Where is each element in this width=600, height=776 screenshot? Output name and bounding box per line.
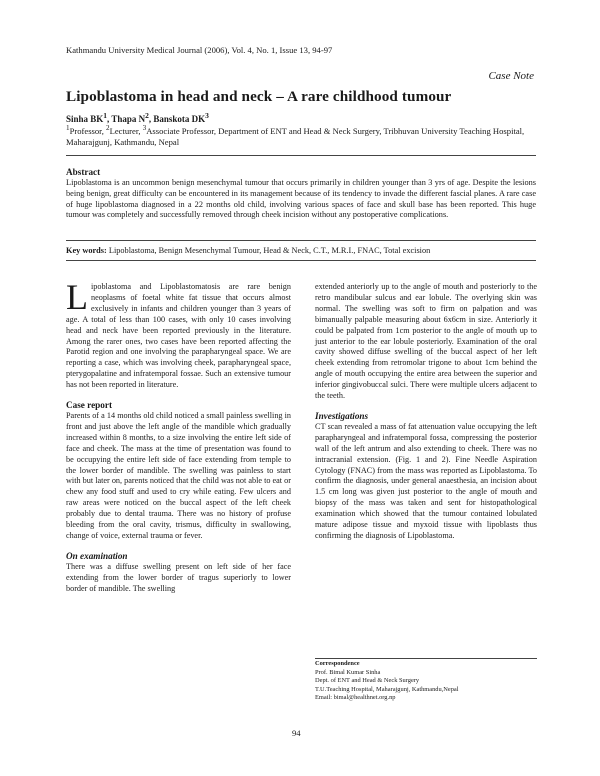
affil-sup: 3	[142, 124, 147, 132]
investigations-heading: Investigations	[315, 410, 369, 421]
affil-text: Professor,	[69, 125, 106, 136]
affiliation	[66, 123, 536, 148]
investigations-text: CT scan revealed a mass of fat attenuation value occupying the left parapharyngeal and infratemporal fossa, compressing the posterior wall of the left antrum and also extending to cheek. There was no intracranial extension. (Fig. 1 and 2). Fine Needle Aspiration Cytology (FNAC) from the mass was reported as Lipoblastoma. To confirm the diagnosis, under general anaesthesia, an incision about 1.5 cm long was given just posterior to the angle of mouth and biopsy of the mass was taken and sent for histopathological examination which showed that the tumour contained lobulated mature adipose tissue and myxoid tissue with lipoblasts thus confirming the diagnosis of Lipoblastoma.	[315, 421, 537, 540]
divider	[66, 260, 536, 261]
keywords-label: Key words:	[66, 246, 107, 255]
intro-paragraph	[66, 277, 291, 391]
on-exam-heading: On examination	[66, 550, 128, 561]
journal-citation: Kathmandu University Medical Journal (2006), Vol. 4, No. 1, Issue 13, 94-97	[66, 45, 333, 55]
correspondence-heading: Correspondence	[315, 660, 360, 667]
correspondence-line: Prof. Bimal Kumar Sinha	[315, 668, 381, 676]
on-exam-text-right: extended anteriorly up to the angle of mouth and posteriorly to the retro mandibular sulcus and ear lobule. The overlying skin was normal. The swelling was soft to firm on palpation and was bimanually palpable measuring about 6x6cm in size. Anteriorly it could be palpated from 1cm posterior to the angle of mouth up to just anterior to the ear lobule posteriorly. Examination of the oral cavity showed diffuse swelling of the buccal aspect of her left cheek extending from retromolar trigone to about 1cm behind the angle of mouth occupying the entire area between the superior and inferior gingivobuccal sulci. There were multiple ulcers adjacent to the teeth.	[315, 282, 537, 401]
correspondence-line: T.U.Teaching Hospital, Maharajgunj, Kathmandu,Nepal	[315, 685, 459, 693]
author-sup: 3	[205, 111, 209, 120]
case-report-heading: Case report	[66, 400, 113, 411]
section-label: Case Note	[488, 70, 534, 82]
divider	[66, 240, 536, 241]
affil-text: Associate Professor, Department of ENT and Head & Neck Surgery, Tribhuvan University Teaching Hospital, Maharajgunj, Kathmandu, Nepal	[66, 125, 525, 147]
affil-text: Lecturer,	[109, 125, 143, 136]
abstract-text: Lipoblastoma is an uncommon benign mesenchymal tumour that occurs primarily in children younger than 3 yrs of age. Despite the lesions being benign, great difficulty can be encountered in its management because of its tendency to invade the different fascial planes. A rare case of huge lipoblastoma diagnosed in a 22 months old child, involving various spaces of face and skull base has been reported. This huge tumour was completely and successfully removed through cheek incision without any postoperative complications.	[66, 178, 536, 220]
keywords	[66, 246, 536, 255]
author-sup: 1	[103, 111, 108, 120]
intro-text: ipoblastoma and Lipoblastomatosis are rare benign neoplasms of foetal white fat tissue that occurs almost exclusively in infants and children younger than 3 years of age. A total of less than 100 cases, with only 10 cases involving head and neck have been reported previously in the literature. Among the rarer ones, two cases have been reported affecting the Parotid region and one involving the parapharyngeal space. We are reporting a case, which was involving cheek, parapharyngeal space, pterygopalatine and infratemporal fossae. Such an extensive tumour has not been reported in literature.	[66, 282, 291, 390]
correspondence	[315, 660, 537, 703]
affil-sup: 1	[66, 124, 70, 132]
left-column	[66, 277, 291, 594]
page-number: 94	[292, 728, 301, 738]
case-report-text: Parents of a 14 months old child noticed a small painless swelling in front and just above the left angle of the mandible which gradually increased within 8 months, to a size involving the entire left side of face and cheek. The mass at the time of presentation was found to be occupying the entire left side of face extending from temple to the lower border of mandible. The swelling was painless to start with but later on, parents noticed that the child was not able to eat or chew any food stuff and used to cry while eating. Few ulcers and raw areas were noticed on the buccal aspect of the left cheek probably due to dental trauma. There was no history of profuse bleeding from the oral cavity, trismus, difficulty in swallowing, change of voice, external trauma or fever.	[66, 410, 291, 540]
affil-sup: 2	[106, 124, 110, 132]
author-name: Banskota DK	[153, 114, 206, 124]
author-list: Sinha $BK^1$, Thapa $N^2$, Banskota $DK^3$	[66, 111, 209, 124]
article-title: Lipoblastoma in head and neck – A rare childhood tumour	[66, 88, 452, 105]
divider	[66, 155, 536, 156]
dropcap: L	[66, 277, 88, 317]
correspondence-email: Email: bimal@healthnet.org.np	[315, 694, 396, 702]
author-name: Sinha BK	[66, 114, 104, 124]
keywords-text: Lipoblastoma, Benign Mesenchymal Tumour, Head & Neck, C.T., M.R.I., FNAC, Total excision	[108, 246, 431, 255]
right-column	[315, 282, 537, 542]
on-exam-text-left: There was a diffuse swelling present on left side of her face extending from the lower border of tragus superiorly to lower border of mandible. The swelling	[66, 561, 291, 593]
abstract-heading: Abstract	[66, 167, 101, 177]
divider	[315, 658, 537, 659]
correspondence-line: Dept. of ENT and Head & Neck Surgery	[315, 677, 420, 685]
author-sup: 2	[145, 111, 149, 120]
author-name: Thapa N	[111, 114, 146, 124]
